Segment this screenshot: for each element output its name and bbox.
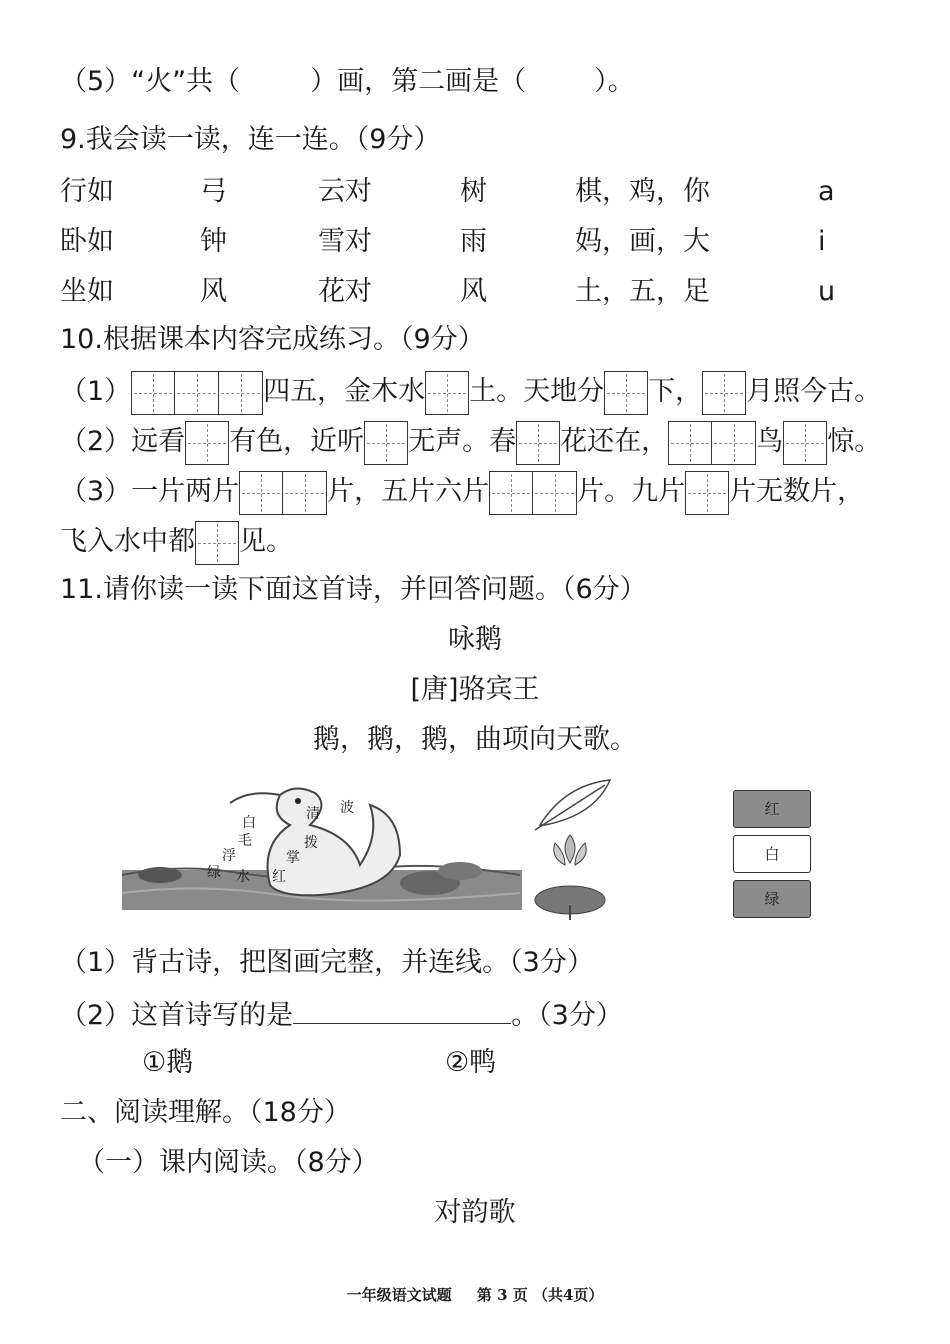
pic-word: 浮 (222, 848, 236, 864)
tianzige-box[interactable] (175, 371, 219, 415)
tianzige-box[interactable] (195, 521, 239, 565)
q9-cell: 雨 (460, 226, 487, 257)
q9-cell: a (818, 176, 835, 207)
feather-icon[interactable] (535, 780, 610, 830)
q9-cell: 土，五，足 (575, 276, 710, 307)
tianzige-box[interactable] (516, 421, 560, 465)
tianzige-box[interactable] (668, 421, 712, 465)
pic-word: 清 (306, 806, 320, 822)
tianzige-box[interactable] (712, 421, 756, 465)
pic-word: 掌 (286, 850, 300, 866)
q11-sub-1: （1）背古诗，把图画完整，并连线。（3分） (60, 947, 594, 978)
q9-title: 9.我会读一读，连一连。（9分） (60, 124, 441, 155)
q10-line-2: （2）远看 有色，近听 无声。春 花还在， 鸟 惊。 (60, 420, 881, 465)
q11-title: 11.请你读一读下面这首诗，并回答问题。（6分） (60, 574, 647, 605)
pic-word: 波 (340, 800, 354, 816)
q9-cell: 卧如 (60, 226, 114, 257)
footer-subject: 一年级语文试题 (346, 1286, 452, 1304)
tianzige-box[interactable] (364, 421, 408, 465)
q9-cell: i (818, 226, 826, 257)
tianzige-box[interactable] (533, 471, 577, 515)
q11-option-1[interactable]: ①鹅 (142, 1047, 194, 1078)
tianzige-box[interactable] (239, 471, 283, 515)
pic-word: 拨 (304, 835, 318, 851)
q9-cell: 坐如 (60, 276, 114, 307)
color-box-red[interactable]: 红 (733, 790, 811, 828)
q9-cell: 风 (460, 276, 487, 307)
q9-cell: 花对 (318, 276, 372, 307)
tianzige-box[interactable] (283, 471, 327, 515)
tianzige-box[interactable] (131, 371, 175, 415)
lotus-leaf-icon[interactable] (535, 886, 605, 920)
q9-cell: 雪对 (318, 226, 372, 257)
pic-word: 红 (272, 869, 286, 885)
q9-cell: 行如 (60, 176, 114, 207)
pic-word: 毛 (238, 833, 252, 849)
reading-text-title: 对韵歌 (434, 1197, 516, 1228)
pic-word: 水 (236, 869, 250, 885)
color-box-green[interactable]: 绿 (733, 880, 811, 918)
poem-line-1: 鹅，鹅，鹅，曲项向天歌。 (313, 724, 637, 755)
lotus-flower-icon[interactable] (540, 835, 600, 870)
q10-line-1: （1） 四五，金木水 土。天地分 下， 月照今古。 (60, 370, 881, 415)
tianzige-box[interactable] (425, 371, 469, 415)
answer-blank[interactable] (293, 993, 511, 1024)
pic-word: 绿 (207, 865, 221, 881)
q11-sub-2: （2）这首诗写的是 。（3分） (60, 993, 623, 1036)
tianzige-box[interactable] (489, 471, 533, 515)
q10-title: 10.根据课本内容完成练习。（9分） (60, 324, 485, 355)
goose-pond-illustration (120, 775, 540, 915)
q9-cell: 棋，鸡，你 (575, 176, 710, 207)
section-2-title: 二、阅读理解。（18分） (60, 1097, 351, 1128)
q9-cell: 妈，画，大 (575, 226, 710, 257)
tianzige-box[interactable] (185, 421, 229, 465)
poem-title: 咏鹅 (448, 624, 502, 655)
tianzige-box[interactable] (604, 371, 648, 415)
q9-cell: u (818, 276, 836, 307)
q9-cell: 弓 (200, 176, 227, 207)
poem-author: [唐]骆宾王 (410, 674, 540, 705)
tianzige-box[interactable] (685, 471, 729, 515)
pic-word: 白 (242, 815, 256, 831)
footer-page: 第 3 页 （共4页） (476, 1286, 604, 1304)
q9-cell: 风 (200, 276, 227, 307)
q10-line-4: 飞入水中都 见。 (60, 520, 293, 565)
tianzige-box[interactable] (219, 371, 263, 415)
q8-5-line: （5）“火”共（ ）画，第二画是（ ）。 (60, 66, 635, 97)
q9-cell: 云对 (318, 176, 372, 207)
tianzige-box[interactable] (783, 421, 827, 465)
section-2-part-1: （一）课内阅读。（8分） (78, 1147, 379, 1178)
tianzige-box[interactable] (702, 371, 746, 415)
q9-cell: 树 (460, 176, 487, 207)
color-box-white[interactable]: 白 (733, 835, 811, 873)
feather-lotus-leaf-icons (525, 775, 615, 925)
q10-line-3: （3）一片两片 片，五片六片 片。九片 片无数片， (60, 470, 864, 515)
q9-cell: 钟 (200, 226, 227, 257)
page-footer (0, 1284, 950, 1305)
q11-option-2[interactable]: ②鸭 (445, 1047, 497, 1078)
